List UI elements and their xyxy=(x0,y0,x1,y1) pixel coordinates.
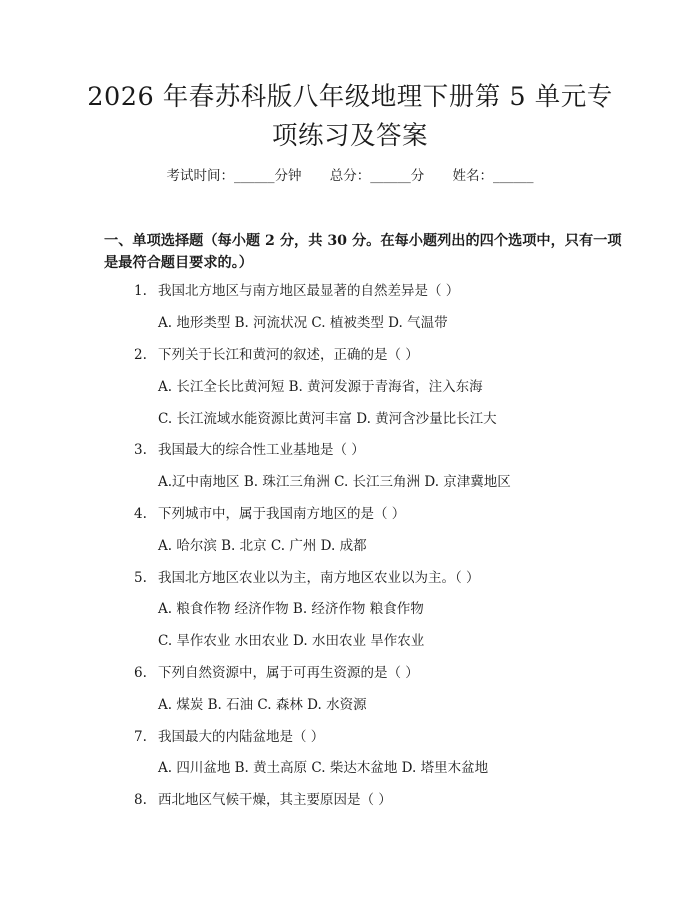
question-number: 1. xyxy=(134,283,147,299)
question-3 xyxy=(134,441,365,459)
question-3-options: A.辽中南地区 B. 珠江三角洲 C. 长江三角洲 D. 京津冀地区 xyxy=(158,474,511,490)
question-number: 8. xyxy=(134,792,147,808)
question-5-options-row-2: C. 旱作农业 水田农业 D. 水田农业 旱作农业 xyxy=(158,633,425,649)
question-number: 7. xyxy=(134,729,147,745)
title-line-1: 2026 年春苏科版八年级地理下册第 5 单元专 xyxy=(87,82,613,112)
question-5-options-row-1: A. 粮食作物 经济作物 B. 经济作物 粮食作物 xyxy=(158,601,424,617)
question-1-options: A. 地形类型 B. 河流状况 C. 植被类型 D. 气温带 xyxy=(158,315,448,331)
document-title xyxy=(0,78,700,156)
question-4 xyxy=(134,505,405,523)
question-6 xyxy=(134,664,419,682)
total-score-field: 总分：______分 xyxy=(329,168,425,184)
question-text: 下列自然资源中，属于可再生资源的是（ ） xyxy=(158,665,419,681)
title-line-2: 项练习及答案 xyxy=(271,121,428,151)
question-number: 5. xyxy=(134,570,147,586)
question-number: 3. xyxy=(134,442,147,458)
question-text: 我国最大的内陆盆地是（ ） xyxy=(158,729,325,745)
question-text: 我国最大的综合性工业基地是（ ） xyxy=(158,442,365,458)
section-heading-line-2: 是最符合题目要求的。） xyxy=(104,255,253,271)
question-2 xyxy=(134,346,419,364)
section-heading-line-1: 一、单项选择题（每小题 2 分，共 30 分。在每小题列出的四个选项中，只有一项 xyxy=(104,233,622,249)
question-5 xyxy=(134,569,480,587)
question-7 xyxy=(134,728,324,746)
question-text: 西北地区气候干燥，其主要原因是（ ） xyxy=(158,792,392,808)
question-number: 4. xyxy=(134,506,147,522)
question-7-options: A. 四川盆地 B. 黄土高原 C. 柴达木盆地 D. 塔里木盆地 xyxy=(158,760,489,776)
question-text: 下列关于长江和黄河的叙述，正确的是（ ） xyxy=(158,347,419,363)
question-text: 我国北方地区农业以为主，南方地区农业以为主。（ ） xyxy=(158,570,480,586)
question-8 xyxy=(134,791,392,809)
question-text: 下列城市中，属于我国南方地区的是（ ） xyxy=(158,506,406,522)
question-4-options: A. 哈尔滨 B. 北京 C. 广州 D. 成都 xyxy=(158,538,367,554)
question-2-options-row-2: C. 长江流域水能资源比黄河丰富 D. 黄河含沙量比长江大 xyxy=(158,411,497,427)
section-heading xyxy=(104,230,622,274)
question-2-options-row-1: A. 长江全长比黄河短 B. 黄河发源于青海省，注入东海 xyxy=(158,379,483,395)
question-text: 我国北方地区与南方地区最显著的自然差异是（ ） xyxy=(158,283,460,299)
student-name-field: 姓名：______ xyxy=(452,168,534,184)
question-number: 6. xyxy=(134,665,147,681)
exam-time-field: 考试时间：______分钟 xyxy=(166,168,302,184)
question-number: 2. xyxy=(134,347,147,363)
question-1 xyxy=(134,282,459,300)
exam-info xyxy=(0,166,700,186)
question-6-options: A. 煤炭 B. 石油 C. 森林 D. 水资源 xyxy=(158,697,367,713)
